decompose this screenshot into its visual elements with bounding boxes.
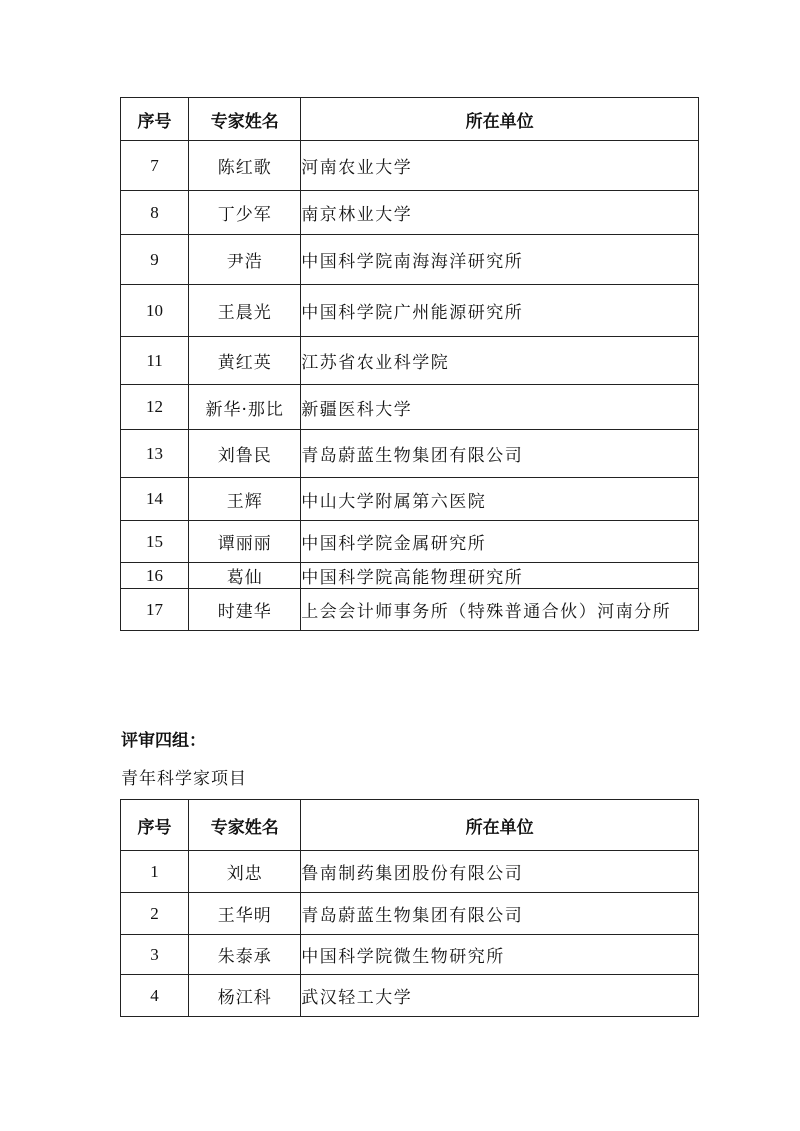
- expert-name: 王辉: [189, 478, 301, 521]
- table-row: [121, 851, 699, 893]
- expert-name: 时建华: [189, 589, 301, 631]
- affiliation: 鲁南制药集团股份有限公司: [301, 851, 699, 893]
- expert-name: 新华·那比: [189, 385, 301, 430]
- expert-name: 王华明: [189, 893, 301, 935]
- expert-name: 刘忠: [189, 851, 301, 893]
- section-title: 评审四组：: [121, 731, 206, 751]
- table-row: [121, 563, 699, 589]
- affiliation: 河南农业大学: [301, 141, 699, 191]
- expert-table-group-4: [120, 799, 699, 1017]
- affiliation: 武汉轻工大学: [301, 975, 699, 1017]
- expert-name: 王晨光: [189, 285, 301, 337]
- row-number: 2: [121, 893, 189, 935]
- affiliation: 中国科学院金属研究所: [301, 521, 699, 563]
- header-expert-name: 专家姓名: [189, 98, 301, 141]
- row-number: 14: [121, 478, 189, 521]
- table-row: [121, 385, 699, 430]
- row-number: 17: [121, 589, 189, 631]
- row-number: 13: [121, 430, 189, 478]
- expert-name: 尹浩: [189, 235, 301, 285]
- row-number: 7: [121, 141, 189, 191]
- affiliation: 中国科学院微生物研究所: [301, 935, 699, 975]
- table-row: [121, 285, 699, 337]
- row-number: 3: [121, 935, 189, 975]
- table-row: [121, 975, 699, 1017]
- affiliation: 江苏省农业科学院: [301, 337, 699, 385]
- affiliation: 中国科学院高能物理研究所: [301, 563, 699, 589]
- expert-name: 黄红英: [189, 337, 301, 385]
- header-expert-name: 专家姓名: [189, 800, 301, 851]
- expert-name: 谭丽丽: [189, 521, 301, 563]
- expert-name: 陈红歌: [189, 141, 301, 191]
- affiliation: 青岛蔚蓝生物集团有限公司: [301, 430, 699, 478]
- row-number: 4: [121, 975, 189, 1017]
- header-unit: 所在单位: [301, 98, 699, 141]
- expert-name: 朱泰承: [189, 935, 301, 975]
- affiliation: 南京林业大学: [301, 191, 699, 235]
- header-unit: 所在单位: [301, 800, 699, 851]
- expert-name: 杨江科: [189, 975, 301, 1017]
- row-number: 8: [121, 191, 189, 235]
- expert-table-group-3: [120, 97, 699, 631]
- row-number: 15: [121, 521, 189, 563]
- row-number: 10: [121, 285, 189, 337]
- affiliation: 新疆医科大学: [301, 385, 699, 430]
- expert-name: 葛仙: [189, 563, 301, 589]
- table-row: [121, 521, 699, 563]
- expert-name: 刘鲁民: [189, 430, 301, 478]
- affiliation: 上会会计师事务所（特殊普通合伙）河南分所: [301, 589, 699, 631]
- affiliation: 中国科学院南海海洋研究所: [301, 235, 699, 285]
- table-row: [121, 191, 699, 235]
- table-row: [121, 893, 699, 935]
- section-subtitle: 青年科学家项目: [121, 769, 247, 789]
- table-row: [121, 478, 699, 521]
- header-no: 序号: [121, 800, 189, 851]
- header-no: 序号: [121, 98, 189, 141]
- affiliation: 青岛蔚蓝生物集团有限公司: [301, 893, 699, 935]
- row-number: 9: [121, 235, 189, 285]
- affiliation: 中山大学附属第六医院: [301, 478, 699, 521]
- table-row: [121, 935, 699, 975]
- expert-name: 丁少军: [189, 191, 301, 235]
- table-header-row: [121, 98, 699, 141]
- affiliation: 中国科学院广州能源研究所: [301, 285, 699, 337]
- row-number: 16: [121, 563, 189, 589]
- table-row: [121, 430, 699, 478]
- table-row: [121, 337, 699, 385]
- row-number: 11: [121, 337, 189, 385]
- table-header-row: [121, 800, 699, 851]
- table-row: [121, 141, 699, 191]
- row-number: 12: [121, 385, 189, 430]
- table-row: [121, 235, 699, 285]
- row-number: 1: [121, 851, 189, 893]
- table-row: [121, 589, 699, 631]
